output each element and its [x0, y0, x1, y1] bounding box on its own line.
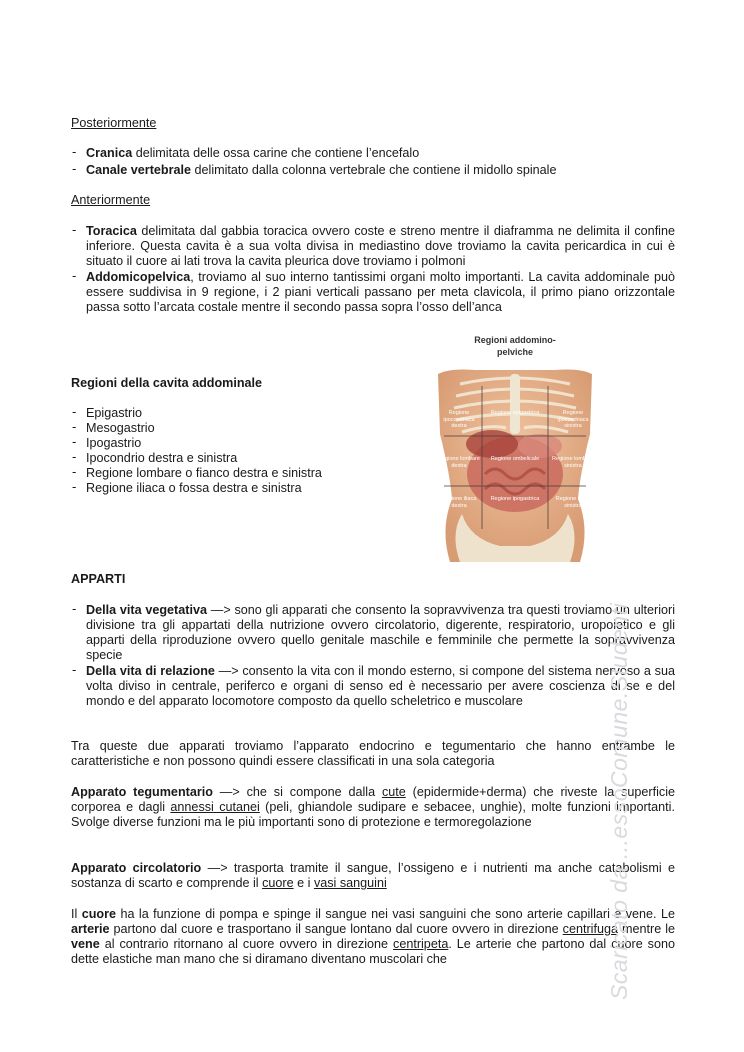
section-anteriormente — [71, 193, 675, 208]
region-list-item: - Ipocondrio destra e sinistra — [71, 451, 411, 466]
heading-regioni: Regioni della cavita addominale — [71, 376, 263, 390]
region-list-item: - Mesogastrio — [71, 421, 411, 436]
abdominal-regions-figure — [430, 324, 600, 564]
heading-posteriormente: Posteriormente — [71, 116, 157, 130]
figure-region-label: Regione ipogastrica — [490, 496, 540, 502]
list-item-canale-vertebrale: ‐ Canale vertebrale delimitato dalla colonna vertebrale che contiene il midollo spinale — [71, 163, 675, 178]
torso-illustration — [430, 324, 600, 564]
list-item-vita-vegetativa: ‐ Della vita vegetativa —> sono gli apparati che consento la sopravvivenza tra questi troviamo un ulteriori divisione tra gli appartati della nutrizione ovvero circolatorio, digerente, respiratorio, uropoietico e gli apparti della riproduzione ovvero quello genitale maschile e femminile che permette la sopravvivenza specie — [71, 603, 675, 663]
list-posteriormente — [71, 146, 675, 178]
section-regioni — [71, 376, 411, 391]
region-list-item: - Epigastrio — [71, 406, 411, 421]
figure-region-label: Regione ipocondriaca destra — [443, 410, 475, 429]
section-apparati — [71, 572, 675, 587]
region-list-item: - Ipogastrio — [71, 436, 411, 451]
list-item-toracica: ‐ Toracica delimitata dal gabbia toracica ovvero coste e streno mentre il diaframma ne delimita il confine inferiore. Questa cavita è a sua volta divisa in mediastino dove troviamo la cavita pericardica in cui è situato il cuore ai lati trova la cavita pleurica dove troviamo i polmoni — [71, 224, 675, 269]
figure-region-label: Regione lombare sinistra — [552, 456, 594, 469]
list-anteriormente — [71, 224, 675, 315]
list-item-cranica: ‐ Cranica delimitata delle ossa carine che contiene l’encefalo — [71, 146, 675, 161]
watermark: Scaricato da ...essoComune.Studenti — [606, 602, 632, 1000]
figure-region-label: Regione ombelicale — [490, 456, 540, 462]
figure-region-label: Regione epigastrica — [490, 410, 540, 416]
paragraph-tegumentario: Apparato tegumentario —> che si compone dalla cute (epidermide+derma) che riveste la superficie corporea e dagli annessi cutanei (peli, ghiandole sudipare e sebacee, unghie), molte funzioni importanti. Svolge diverse funzioni ma le più importanti sono di protezione e termoregolazione — [71, 785, 675, 829]
heading-apparati: APPARTI — [71, 572, 126, 586]
region-list-item: - Regione lombare o fianco destra e sinistra — [71, 466, 411, 481]
region-list-item: - Regione iliaca o fossa destra e sinistra — [71, 481, 411, 496]
heading-anteriormente: Anteriormente — [71, 193, 151, 207]
list-apparati — [71, 603, 675, 709]
figure-region-label: Regione lombare destra — [438, 456, 480, 469]
figure-title: Regioni addomino- pelviche — [474, 335, 556, 357]
list-item-addomicopelvica: ‐ Addomicopelvica, troviamo al suo interno tantissimi organi molto importanti. La cavita addominale può essere suddivisa in 9 regione, i 2 piani verticali passano per meta clavicola, il primo piano orizzontale passa sotto l’arcata costale mentre il secondo passa sopra l’osso dell’anca — [71, 270, 675, 315]
paragraph-circolatorio: Apparato circolatorio —> trasporta tramite il sangue, l’ossigeno e i nutrienti ma anche catabolismi e sostanza di scarto e comprende il cuore e i vasi sanguini — [71, 861, 676, 890]
section-posteriormente — [71, 116, 675, 131]
paragraph-endocrino: Tra queste due apparati troviamo l’apparato endocrino e tegumentario che hanno entrambe le caratteristiche e non possono quindi essere classificati in una sola categoria — [71, 739, 675, 768]
paragraph-cuore: Il cuore ha la funzione di pompa e spinge il sangue nei vasi sanguini che sono arterie capillari e vene. Le arterie partono dal cuore e trasportano il sangue lontano dal cuore ovvero in direzione centrifuga mentre le vene al contrario ritornano al cuore ovvero in direzione centripeta. Le arterie che partono dal cuore sono dette elastiche man mano che si diramano diventano muscolari che — [71, 907, 676, 966]
figure-region-label: Regione iliaca destra — [441, 496, 477, 509]
figure-region-label: Regione iliaca sinistra — [555, 496, 591, 509]
list-item-vita-relazione: ‐ Della vita di relazione —> consento la vita con il mondo esterno, si compone del sistema nervoso a sua volta diviso in centrale, periferco e organi di senso ed è necessario per avere coscienza di se e del mondo e del apparato locomotore composto da quello scheletrico e muscolare — [71, 664, 675, 709]
list-regioni — [71, 406, 411, 496]
figure-region-label: Regione ipocondriaca sinistra — [557, 410, 589, 429]
